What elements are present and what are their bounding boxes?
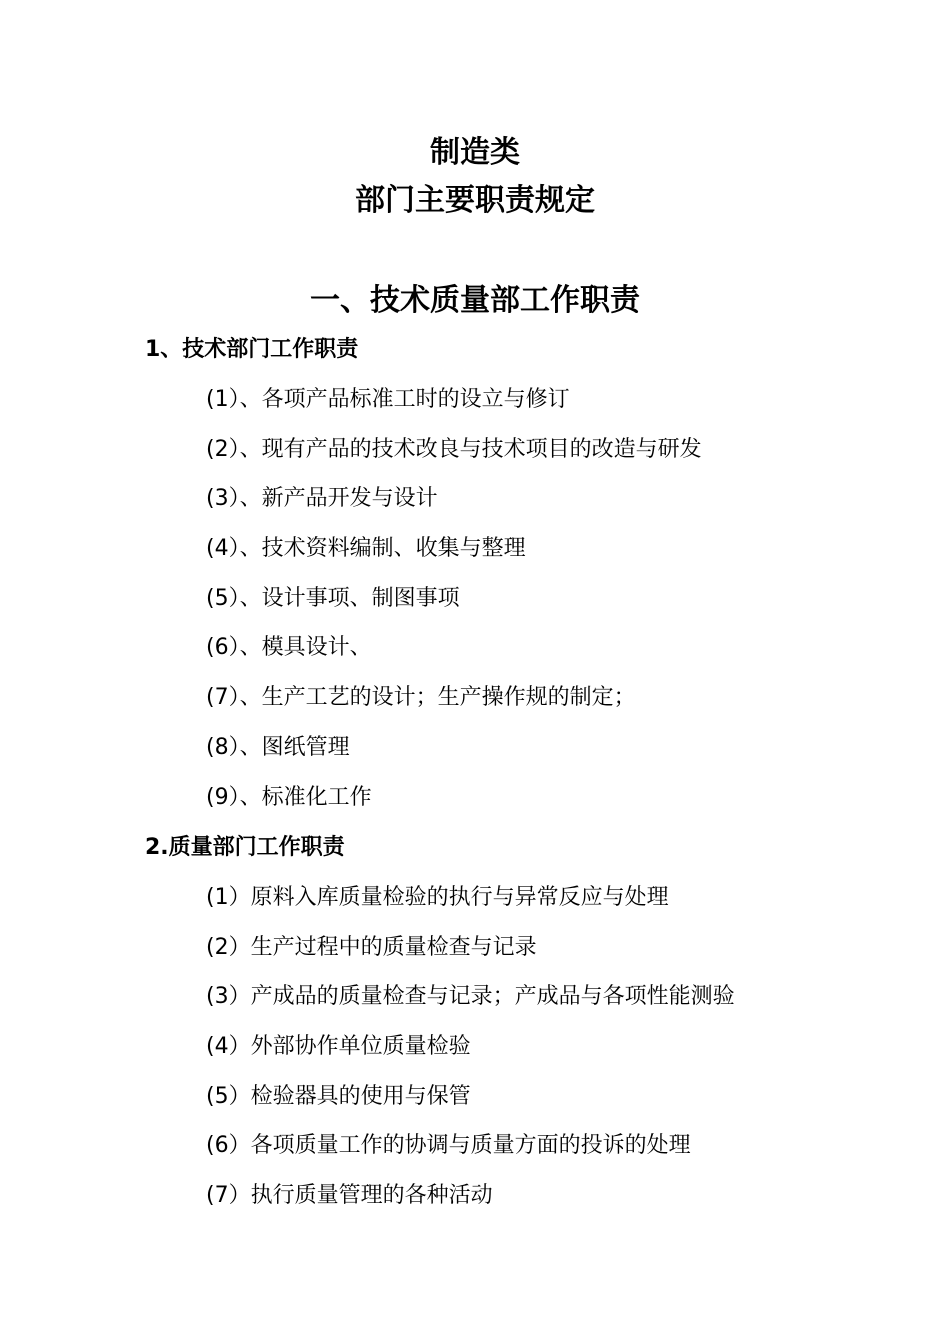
- section-heading: 一、技术质量部工作职责: [310, 283, 640, 318]
- list-item: (1）、各项产品标准工时的设立与修订: [206, 387, 570, 412]
- list-item: (9）、标准化工作: [206, 784, 372, 810]
- list-item: (4）外部协作单位质量检验: [206, 1034, 471, 1060]
- list-item: (4）、技术资料编制、收集与整理: [206, 536, 526, 562]
- technical-duties-list: [206, 385, 702, 832]
- list-item: (3）、新产品开发与设计: [206, 486, 438, 512]
- subsection-heading-technical: 1、技术部门工作职责: [145, 337, 359, 362]
- document-title-category: 制造类: [430, 135, 520, 170]
- document-title-main: 部门主要职责规定: [355, 183, 595, 218]
- list-item: (6）、模具设计、: [206, 635, 372, 661]
- list-item: (7）、生产工艺的设计；生产操作规的制定；: [206, 685, 636, 711]
- list-item: (5）、设计事项、制图事项: [206, 585, 460, 611]
- list-item: (7）执行质量管理的各种活动: [206, 1183, 493, 1209]
- list-item: (3）产成品的质量检查与记录；产成品与各项性能测验: [206, 984, 735, 1010]
- list-item: (1）原料入库质量检验的执行与异常反应与处理: [206, 885, 669, 910]
- list-item: (2）生产过程中的质量检查与记录: [206, 934, 537, 960]
- list-item: (8）、图纸管理: [206, 734, 350, 760]
- list-item: (6）各项质量工作的协调与质量方面的投诉的处理: [206, 1133, 691, 1159]
- list-item: (2）、现有产品的技术改良与技术项目的改造与研发: [206, 436, 702, 462]
- list-item: (5）检验器具的使用与保管: [206, 1083, 471, 1109]
- quality-duties-list: [206, 883, 735, 1231]
- subsection-heading-quality: 2.质量部门工作职责: [145, 835, 345, 860]
